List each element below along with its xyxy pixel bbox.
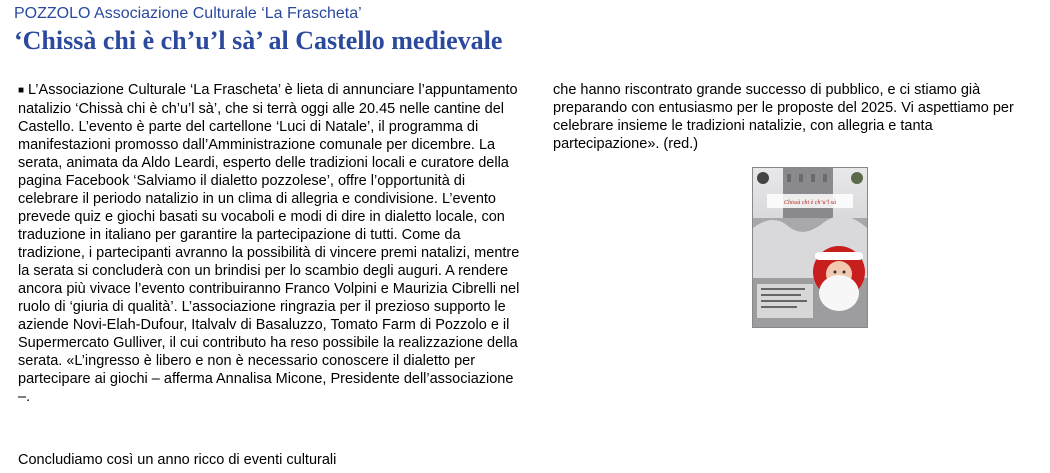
article-body-right: che hanno riscontrato grande successo di pubblico, e ci stiamo già preparando con entusiasmo per le proposte del 2025. Vi aspettiamo per celebrare insieme le tradizioni natalizie, con allegria e tanta partecipazione». (red.): [553, 82, 1014, 152]
event-poster-image: [752, 167, 868, 328]
poster-illustration: [753, 168, 867, 327]
section-kicker: POZZOLO Associazione Culturale ‘La Frascheta’: [14, 5, 362, 22]
poster-heading: Chissà chi è ch’u’l sà: [784, 200, 836, 206]
article-paragraph: [18, 81, 528, 406]
article-column-left: [18, 81, 528, 406]
article-continuation: Concludiamo così un anno ricco di eventi culturali: [18, 452, 337, 468]
article-title: ‘Chissà chi è ch’u’l sà’ al Castello medievale: [14, 26, 503, 55]
article-column-right: [553, 81, 1033, 153]
bullet-icon: ■: [18, 85, 25, 96]
article-body-left: L’Associazione Culturale ‘La Frascheta’ è lieta di annunciare l’appuntamento natalizio ‘Chissà chi è ch’u’l sà’, che si terrà oggi alle 20.45 nelle cantine del Castello. L’evento è parte del cartellone ‘Luci di Natale’, il programma di manifestazioni promosso dall’Amministrazione comunale per dicembre. La serata, animata da Aldo Leardi, esperto delle tradizioni locali e curatore della pagina Facebook ‘Salviamo il dialetto pozzolese’, offre l’opportunità di celebrare il periodo natalizio in un clima di allegria e condivisione. L’evento prevede quiz e giochi basati su vocaboli e modi di dire in dialetto locale, con traduzione in italiano per garantire la partecipazione di tutti. Come da tradizione, i partecipanti avranno la possibilità di vincere premi natalizi, mentre la serata si concluderà con un brindisi per lo scambio degli auguri. A rendere ancora più vivace l’evento contribuiranno Franco Volpini e Maurizia Cibrelli nel ruolo di ‘giuria di qualità’. L’associazione ringrazia per il prezioso supporto le aziende Novi-Elah-Dufour, Italvalv di Basaluzzo, Tomato Farm di Pozzolo e il Supermercato Gulliver, il cui contributo ha reso possibile la realizzazione della serata. «L’ingresso è libero e non è necessario conoscere il dialetto per partecipare ai giochi – afferma Annalisa Micone, Presidente dell’associazione –.: [18, 82, 520, 405]
